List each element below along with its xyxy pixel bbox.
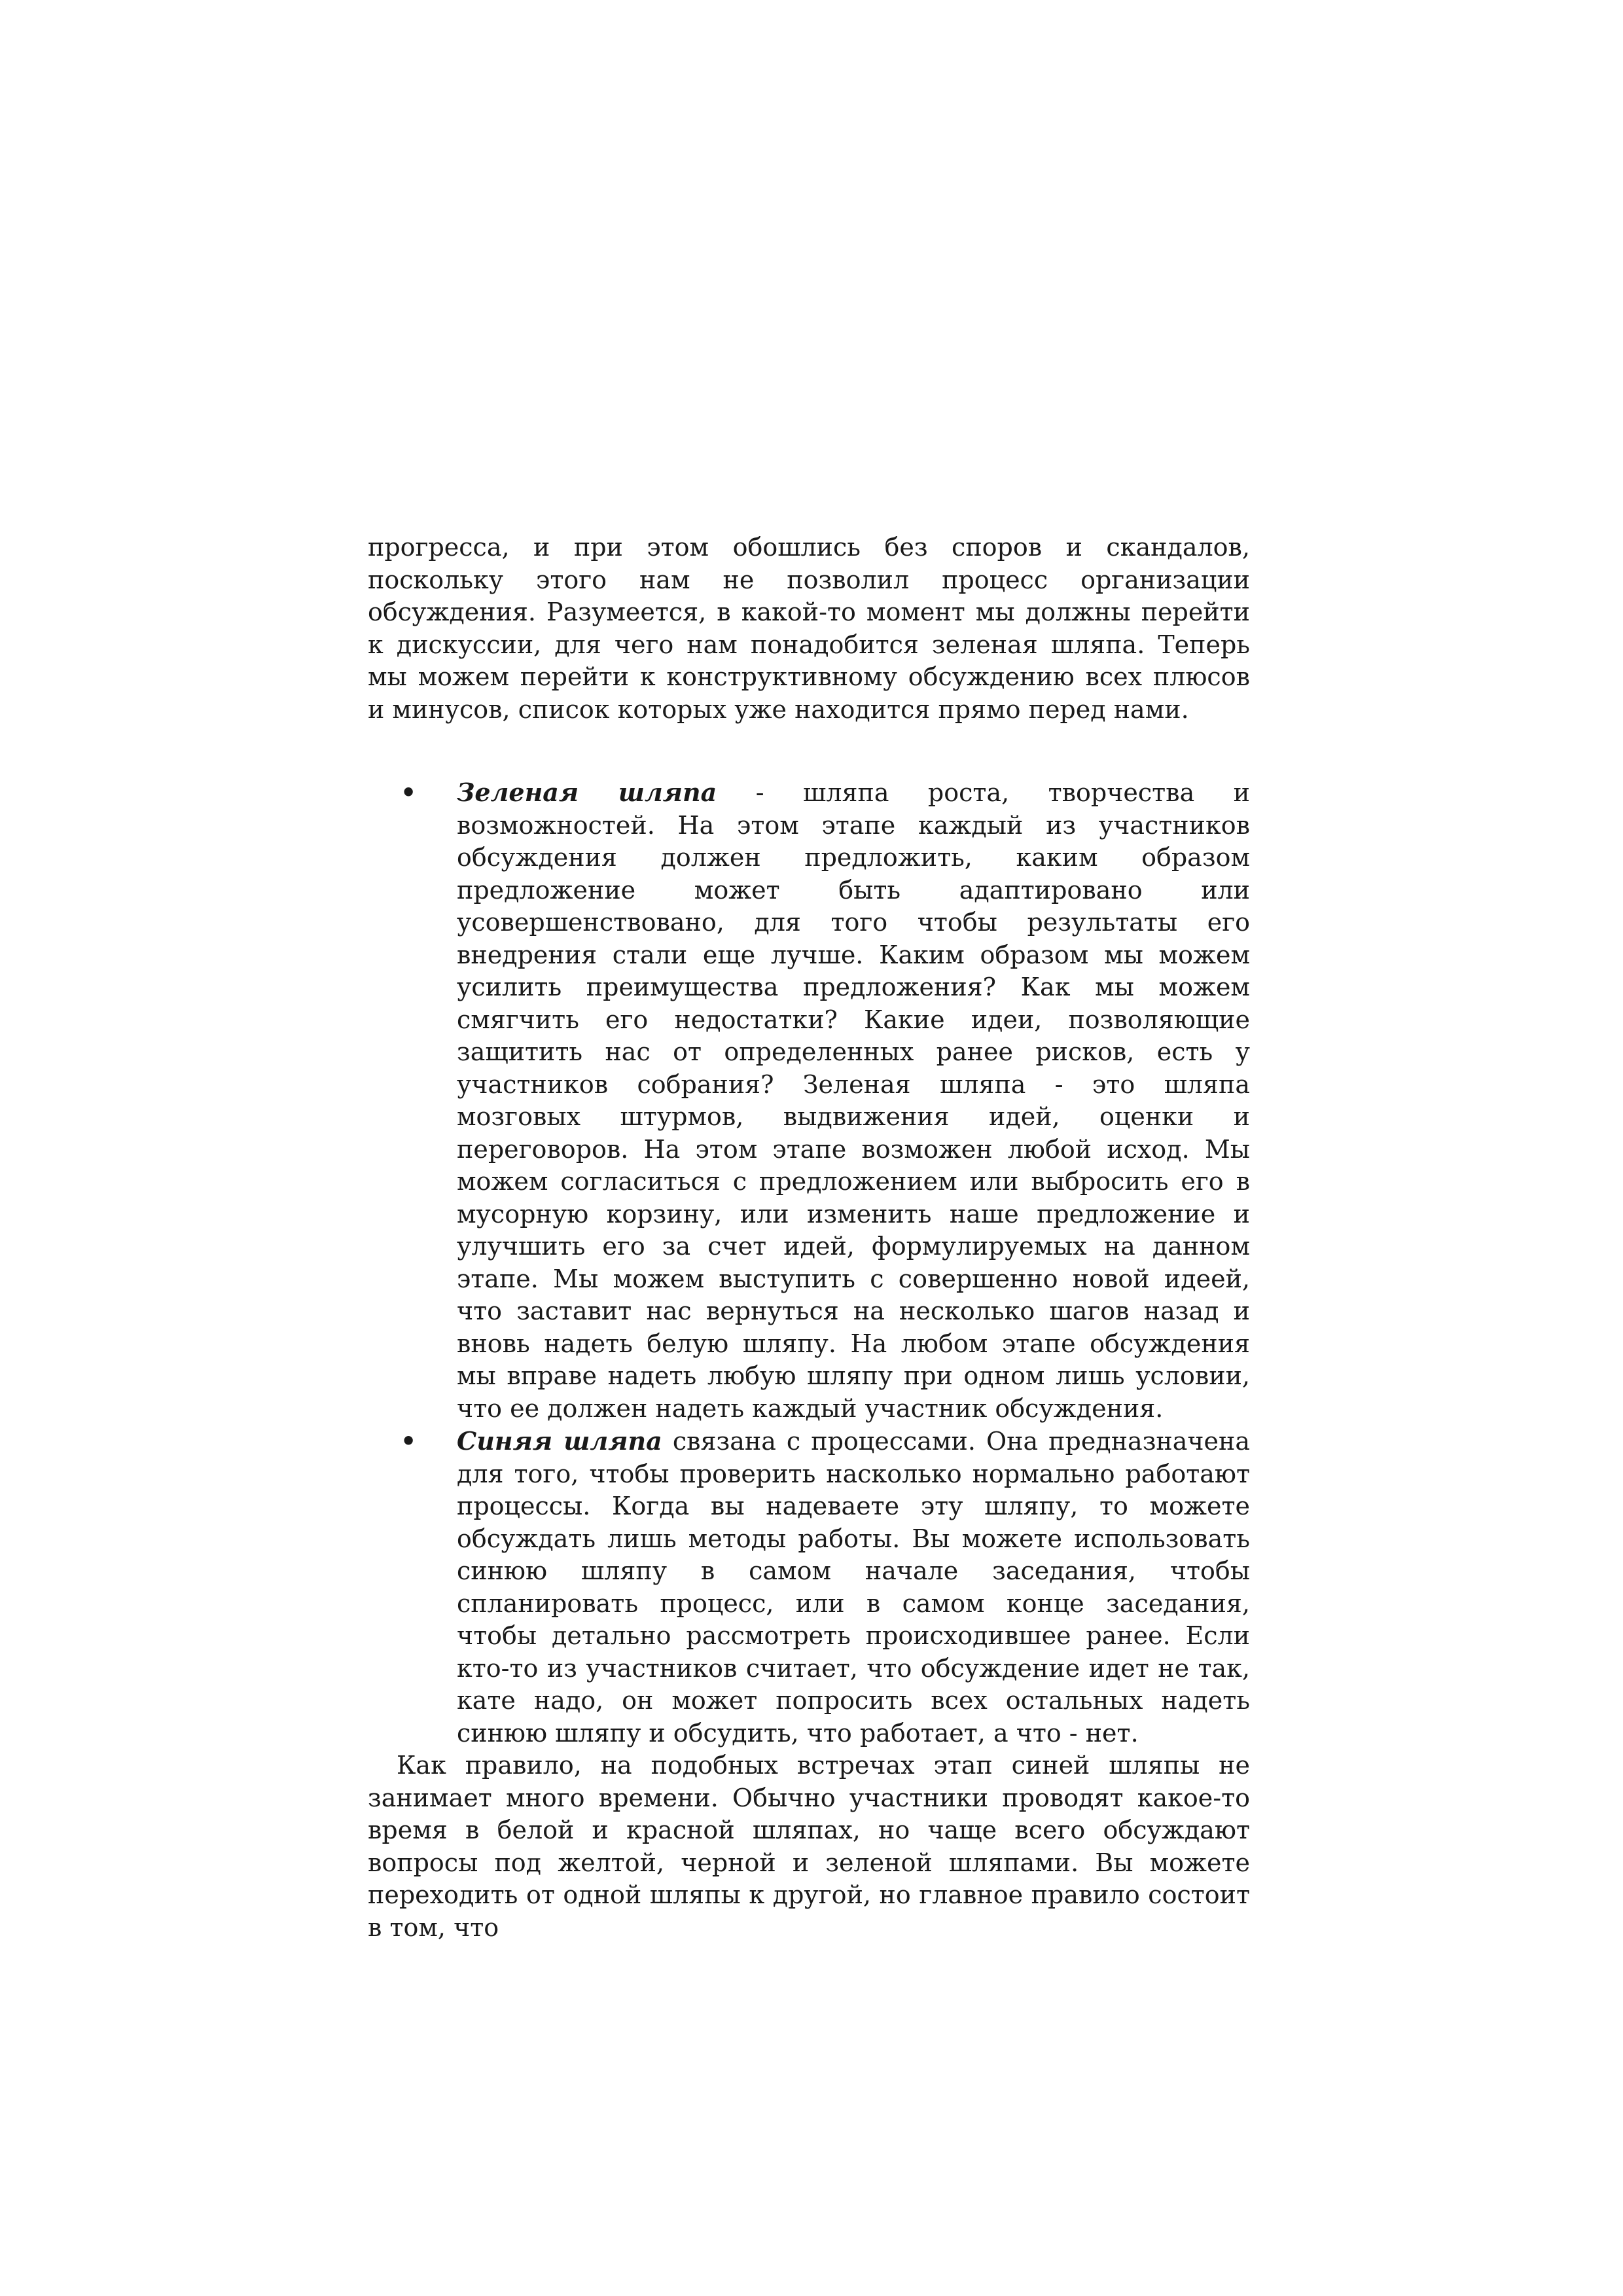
bullet-icon: • <box>401 778 417 807</box>
green-hat-text: - шляпа роста, творчества и возможностей. На этом этапе каждый из участников обсуждения должен предложить, каким образом предложение может быть адаптировано или усовершенствовано, для того чтобы результаты его внедрения стали еще лучше. Каким образом мы можем усилить преимущества предложения? Как мы можем смягчить его недостатки? Какие идеи, позволяющие защитить нас от определенных ранее рисков, есть у участников собрания? Зеленая шляпа - это шляпа мозговых штурмов, выдвижения идей, оценки и переговоров. На этом этапе возможен любой исход. Мы можем согласиться с предложением или выбросить его в мусорную корзину, или изменить наше предложение и улучшить его за счет идей, формулируемых на данном этапе. Мы можем выступить с совершенно новой идеей, что заставит нас вернуться на несколько шагов назад и вновь надеть белую шляпу. На любом этапе обсуждения мы вправе надеть любую шляпу при одном лишь условии, что ее должен надеть каждый участник обсуждения. <box>457 778 1251 1423</box>
intro-paragraph: прогресса, и при этом обошлись без споров и скандалов, поскольку этого нам не позволил процесс организации обсуждения. Разумеется, в какой-то момент мы должны перейти к дискуссии, для чего нам понадобится зеленая шляпа. Теперь мы можем перейти к конструктивному обсуждению всех плюсов и минусов, список которых уже находится прямо перед нами. <box>368 533 1250 724</box>
bullet-icon: • <box>401 1426 417 1456</box>
hats-list <box>368 776 1250 1749</box>
green-hat-term: Зеленая шляпа <box>457 778 717 807</box>
blue-hat-term: Синяя шляпа <box>457 1426 662 1456</box>
page-text <box>368 531 1250 1944</box>
closing-paragraph: Как правило, на подобных встречах этап синей шляпы не занимает много времени. Обычно участники проводят какое-то время в белой и красной шляпах, но чаще всего обсуждают вопросы под желтой, черной и зеленой шляпами. Вы можете переходить от одной шляпы к другой, но главное правило состоит в том, что <box>368 1751 1250 1942</box>
blue-hat-text: связана с процессами. Она предназначена для того, чтобы проверить насколько нормально работают процессы. Когда вы надеваете эту шляпу, то можете обсуждать лишь методы работы. Вы можете использовать синюю шляпу в самом начале заседания, чтобы спланировать процесс, или в самом конце заседания, чтобы детально рассмотреть происходившее ранее. Если кто-то из участников считает, что обсуждение идет не так, кате надо, он может попросить всех остальных надеть синюю шляпу и обсудить, что работает, а что - нет. <box>457 1427 1250 1748</box>
paragraph-gap <box>368 726 1250 776</box>
list-item-blue-hat <box>401 1425 1250 1749</box>
list-item-green-hat <box>401 776 1251 1425</box>
